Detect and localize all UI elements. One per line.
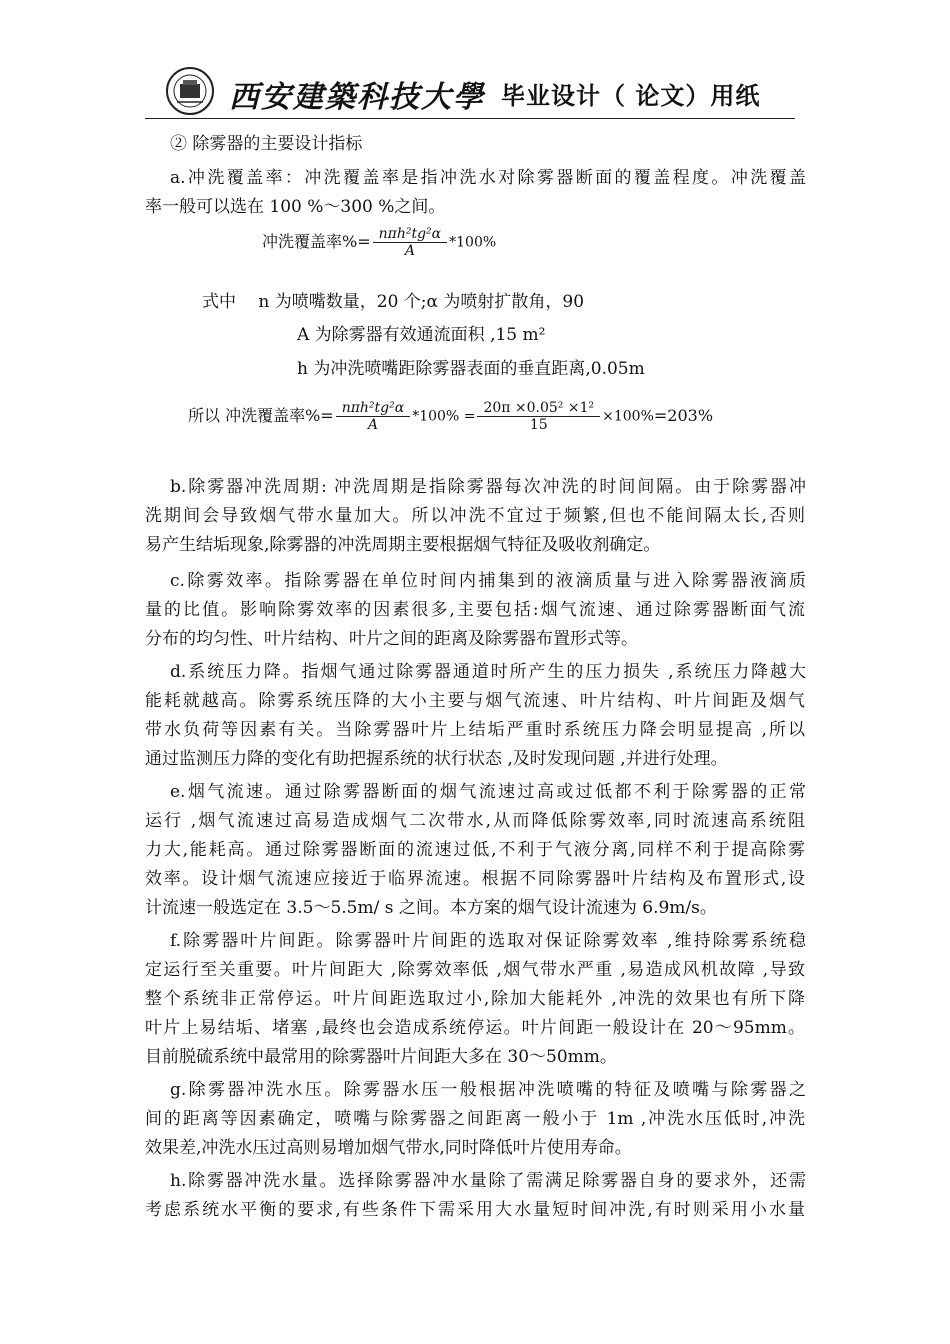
paragraph-f-line-5: 目前脱硫系统中最常用的除雾器叶片间距大多在 30～50mm。 [145, 1047, 617, 1067]
paragraph-g-line-3: 效果差,冲洗水压过高则易增加烟气带水,同时降低叶片使用寿命。 [145, 1138, 632, 1158]
paragraph-e-line-2: 运行 ,烟气流速过高易造成烟气二次带水,从而降低除雾效率,同时流速高系统阻 [145, 811, 805, 831]
formula-denominator: A [404, 243, 415, 259]
calc-prefix: 所以 冲洗覆盖率%= [188, 406, 334, 425]
calc-denominator-2: 15 [529, 417, 548, 433]
calc-tail: ×100% [602, 408, 654, 425]
document-type-title: 毕业设计（ 论文）用纸 [501, 82, 761, 110]
formula-label: 冲洗覆盖率%= [262, 232, 371, 251]
calc-numerator-1: nπh²tg²α [336, 400, 411, 417]
paragraph-d-line-3: 带水负荷等因素有关。当除雾器叶片上结垢严重时系统压力降会明显提高 ,所以 [145, 720, 805, 740]
paragraph-f-line-3: 整个系统非正常停运。叶片间距选取过小,除加大能耗外 ,冲洗的效果也有所下降 [145, 989, 805, 1009]
calc-fraction-1 [336, 400, 411, 433]
university-name: 西安建築科技大學 [229, 80, 485, 115]
paragraph-a-line-1: a.冲洗覆盖率：冲洗覆盖率是指冲洗水对除雾器断面的覆盖程度。冲洗覆盖 [170, 168, 806, 188]
page-header [165, 66, 795, 118]
paragraph-e-line-1: e.烟气流速。通过除雾器断面的烟气流速过高或过低都不利于除雾器的正常 [170, 782, 806, 802]
formula-numerator: nπh²tg²α [373, 226, 448, 243]
section-heading: ② 除雾器的主要设计指标 [170, 134, 363, 154]
header-rule [145, 118, 795, 119]
paragraph-e-line-3: 力大,能耗高。通过除雾器断面的流速过低,不利于气液分离,同样不利于提高除雾 [145, 840, 805, 860]
paragraph-c-line-3: 分布的均匀性、叶片结构、叶片之间的距离及除雾器布置形式等。 [145, 629, 638, 649]
paragraph-b-line-3: 易产生结垢现象,除雾器的冲洗周期主要根据烟气特征及吸收剂确定。 [145, 535, 661, 555]
university-seal-icon [165, 66, 215, 116]
coverage-formula [262, 226, 496, 259]
variable-a-definition: A 为除雾器有效通流面积 ,15 m² [297, 325, 546, 345]
formula-fraction [373, 226, 448, 259]
calc-fraction-2 [477, 400, 600, 433]
paragraph-d-line-1: d.系统压力降。指烟气通过除雾器通道时所产生的压力损失 ,系统压力降越大 [170, 662, 806, 682]
paragraph-g-line-1: g.除雾器冲洗水压。除雾器水压一般根据冲洗喷嘴的特征及喷嘴与除雾器之 [170, 1080, 806, 1100]
paragraph-d-line-4: 通过监测压力降的变化有助把握系统的状行状态 ,及时发现问题 ,并进行处理。 [145, 749, 728, 769]
paragraph-f-line-1: f.除雾器叶片间距。除雾器叶片间距的选取对保证除雾效率 ,维持除雾系统稳 [170, 931, 806, 951]
paragraph-g-line-2: 间的距离等因素确定，喷嘴与除雾器之间距离一般小于 1m ,冲洗水压低时,冲洗 [145, 1109, 805, 1129]
paragraph-h-line-2: 考虑系统水平衡的要求,有些条件下需采用大水量短时间冲洗,有时则采用小水量 [145, 1200, 805, 1220]
variable-n-definition: 式中 n 为喷嘴数量，20 个;α 为喷射扩散角，90 [202, 292, 585, 312]
calc-result: =203% [653, 406, 714, 425]
paragraph-f-line-2: 定运行至关重要。叶片间距大 ,除雾效率低 ,烟气带水严重 ,易造成风机故障 ,导致 [145, 960, 805, 980]
paragraph-d-line-2: 能耗就越高。除雾系统压降的大小主要与烟气流速、叶片结构、叶片间距及烟气 [145, 691, 805, 711]
paragraph-h-line-1: h.除雾器冲洗水量。选择除雾器冲水量除了需满足除雾器自身的要求外，还需 [170, 1171, 806, 1191]
calc-mid: *100% = [412, 408, 476, 425]
coverage-calculation [188, 400, 713, 433]
paragraph-c-line-1: c.除雾效率。指除雾器在单位时间内捕集到的液滴质量与进入除雾器液滴质 [170, 571, 806, 591]
calc-denominator-1: A [367, 417, 379, 433]
paragraph-b-line-1: b.除雾器冲洗周期: 冲洗周期是指除雾器每次冲洗的时间间隔。由于除雾器冲 [170, 477, 806, 497]
paragraph-c-line-2: 量的比值。影响除雾效率的因素很多,主要包括:烟气流速、通过除雾器断面气流 [145, 600, 805, 620]
variable-h-definition: h 为冲洗喷嘴距除雾器表面的垂直距离,0.05m [297, 359, 645, 379]
calc-numerator-2: 20π ×0.05² ×1² [477, 400, 600, 417]
paragraph-e-line-4: 效率。设计烟气流速应接近于临界流速。根据不同除雾器叶片结构及布置形式,设 [145, 869, 805, 889]
paragraph-b-line-2: 洗期间会导致烟气带水量加大。所以冲洗不宜过于频繁,但也不能间隔太长,否则 [145, 506, 805, 526]
paragraph-e-line-5: 计流速一般选定在 3.5～5.5m/ s 之间。本方案的烟气设计流速为 6.9m/s。 [145, 898, 717, 918]
paragraph-f-line-4: 叶片上易结垢、堵塞 ,最终也会造成系统停运。叶片间距一般设计在 20～95mm。 [145, 1018, 805, 1038]
formula-tail: *100% [449, 234, 497, 251]
paragraph-a-line-2: 率一般可以选在 100 %～300 %之间。 [145, 197, 446, 217]
